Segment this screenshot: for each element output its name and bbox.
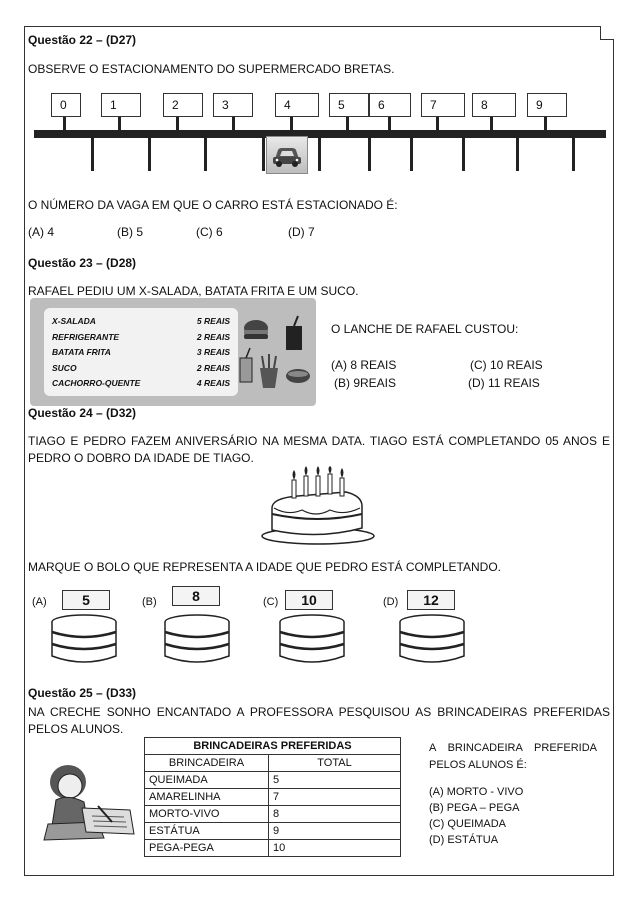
q25-option-c[interactable]: (C) QUEIMADA (429, 818, 506, 830)
table-row (145, 772, 401, 789)
menu-image (30, 298, 316, 406)
page-fold-corner (600, 26, 614, 40)
q25-question: A BRINCADEIRA PREFERIDA PELOS ALUNOS É: (429, 742, 597, 771)
table-cell-total: 10 (269, 840, 401, 857)
spot-label-7: 7 (421, 93, 465, 117)
menu-price: 4 REAIS (196, 378, 230, 388)
table-cell-game: QUEIMADA (145, 772, 269, 789)
menu-row (52, 314, 230, 330)
spot-label-1: 1 (101, 93, 141, 117)
table-row (145, 840, 401, 857)
q24-option-a-cake-number[interactable]: 5 (62, 590, 110, 610)
q22-prompt: OBSERVE O ESTACIONAMENTO DO SUPERMERCADO BRETAS. (28, 62, 395, 76)
spot-divider-lower (410, 137, 413, 171)
menu-price: 2 REAIS (196, 331, 230, 342)
q23-option-c[interactable]: (C) 10 REAIS (470, 358, 543, 372)
q23-title: Questão 23 – (D28) (28, 256, 137, 270)
q25-option-b[interactable]: (B) PEGA – PEGA (429, 802, 520, 814)
menu-item: X-SALADA (52, 316, 96, 326)
q25-prompt: NA CRECHE SONHO ENCANTADO A PROFESSORA PESQUISOU AS BRINCADEIRAS PREFERIDAS PELOS ALUNOS. (28, 705, 610, 736)
spot-marker-upper (232, 117, 235, 131)
q22-option-c[interactable]: (C) 6 (196, 225, 223, 239)
q23-option-a[interactable]: (A) 8 REAIS (331, 358, 397, 372)
spot-label-9: 9 (527, 93, 567, 117)
spot-marker-upper (63, 117, 66, 131)
spot-marker-upper (346, 117, 349, 131)
spot-marker-upper (388, 117, 391, 131)
q23-prompt: RAFAEL PEDIU UM X-SALADA, BATATA FRITA E UM SUCO. (28, 284, 359, 298)
menu-row (52, 345, 230, 361)
spot-marker-upper (176, 117, 179, 131)
menu-item: CACHORRO-QUENTE (52, 378, 141, 388)
spot-divider-lower (91, 137, 94, 171)
menu-price: 3 REAIS (196, 347, 230, 357)
q22-option-a[interactable]: (A) 4 (28, 225, 55, 239)
spot-divider-lower (204, 137, 207, 171)
q22-option-d[interactable]: (D) 7 (288, 225, 315, 239)
menu-item: REFRIGERANTE (52, 331, 120, 342)
q24-option-b-letter: (B) (142, 596, 157, 608)
menu-price: 2 REAIS (196, 362, 230, 373)
cake-b-icon[interactable] (159, 612, 235, 668)
spot-label-5: 5 (329, 93, 369, 117)
q22-option-b[interactable]: (B) 5 (117, 225, 144, 239)
menu-row (52, 361, 230, 377)
spot-marker-upper (436, 117, 439, 131)
q24-option-b-cake-number[interactable]: 8 (172, 586, 220, 606)
table-cell-total: 8 (269, 806, 401, 823)
child-writing-icon (38, 760, 138, 850)
spot-label-6: 6 (369, 93, 411, 117)
spot-label-4: 4 (275, 93, 319, 117)
spot-divider-lower (262, 137, 265, 171)
table-cell-total: 7 (269, 789, 401, 806)
spot-divider-lower (148, 137, 151, 171)
table-header-game: BRINCADEIRA (145, 755, 269, 772)
q24-option-d-letter: (D) (383, 596, 399, 608)
spot-marker-upper (490, 117, 493, 131)
table-cell-total: 9 (269, 823, 401, 840)
menu-row (52, 330, 230, 346)
spot-divider-lower (572, 137, 575, 171)
table-row (145, 806, 401, 823)
q24-option-a-letter: (A) (32, 596, 47, 608)
spot-marker-upper (544, 117, 547, 131)
spot-divider-lower (516, 137, 519, 171)
q23-option-d[interactable]: (D) 11 REAIS (468, 376, 540, 390)
q22-question: O NÚMERO DA VAGA EM QUE O CARRO ESTÁ ESTACIONADO É: (28, 198, 398, 212)
menu-board (44, 308, 238, 396)
table-title: BRINCADEIRAS PREFERIDAS (145, 738, 401, 755)
spot-label-8: 8 (472, 93, 516, 117)
q23-question: O LANCHE DE RAFAEL CUSTOU: (331, 322, 519, 336)
table-cell-game: ESTÁTUA (145, 823, 269, 840)
q22-title: Questão 22 – (D27) (28, 33, 137, 47)
parked-car-icon (266, 136, 308, 174)
q24-option-d-cake-number[interactable]: 12 (407, 590, 455, 610)
spot-label-2: 2 (163, 93, 203, 117)
spot-marker-upper (290, 117, 293, 131)
q25-option-d[interactable]: (D) ESTÁTUA (429, 834, 499, 846)
spot-divider-lower (318, 137, 321, 171)
q24-title: Questão 24 – (D32) (28, 406, 137, 420)
spot-marker-upper (118, 117, 121, 131)
spot-label-3: 3 (213, 93, 253, 117)
q24-option-c-cake-number[interactable]: 10 (285, 590, 333, 610)
preferred-games-table (144, 737, 401, 857)
table-row (145, 823, 401, 840)
q24-prompt: TIAGO E PEDRO FAZEM ANIVERSÁRIO NA MESMA DATA. TIAGO ESTÁ COMPLETANDO 05 ANOS E PEDRO O DOBRO DA IDADE DE TIAGO. (28, 434, 610, 465)
menu-item: SUCO (52, 362, 77, 373)
q23-option-b[interactable]: (B) 9REAIS (334, 376, 397, 390)
birthday-cake-icon (258, 466, 378, 546)
table-cell-game: MORTO-VIVO (145, 806, 269, 823)
table-header-total: TOTAL (269, 755, 401, 772)
cake-c-icon[interactable] (274, 612, 350, 668)
food-icons (234, 312, 314, 400)
q25-title: Questão 25 – (D33) (28, 686, 137, 700)
spot-divider-lower (368, 137, 371, 171)
table-cell-game: AMARELINHA (145, 789, 269, 806)
spot-label-0: 0 (51, 93, 81, 117)
cake-d-icon[interactable] (394, 612, 470, 668)
q25-option-a[interactable]: (A) MORTO - VIVO (429, 786, 524, 798)
menu-row (52, 376, 230, 392)
table-cell-game: PEGA-PEGA (145, 840, 269, 857)
table-cell-total: 5 (269, 772, 401, 789)
cake-a-icon[interactable] (46, 612, 122, 668)
q24-question: MARQUE O BOLO QUE REPRESENTA A IDADE QUE PEDRO ESTÁ COMPLETANDO. (28, 560, 501, 574)
menu-item: BATATA FRITA (52, 347, 111, 357)
q24-option-c-letter: (C) (263, 596, 279, 608)
menu-price: 5 REAIS (196, 316, 230, 326)
spot-divider-lower (462, 137, 465, 171)
table-row (145, 789, 401, 806)
